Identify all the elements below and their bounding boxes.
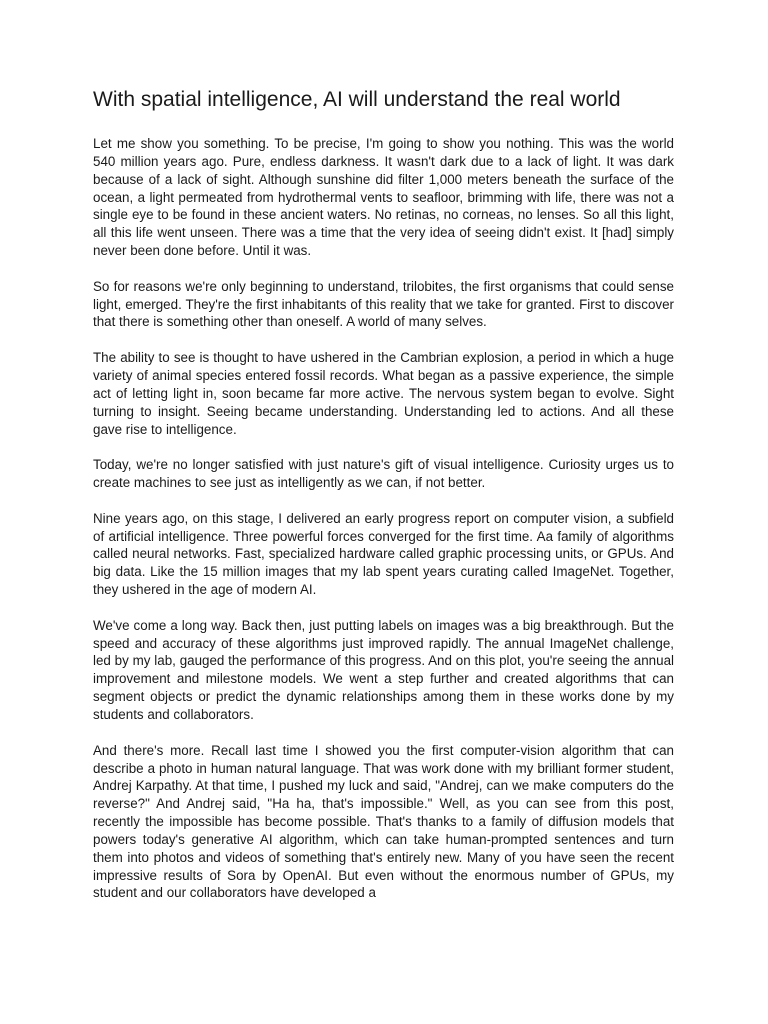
paragraph: Nine years ago, on this stage, I delivered an early progress report on computer vision, a subfield of artificial intelligence. Three powerful forces converged for the first time. Aa family of algorithms called neural networks. Fast, specialized hardware called graphic processing units, or GPUs. And big data. Like the 15 million images that my lab spent years curating called ImageNet. Together, they ushered in the age of modern AI. <box>93 510 674 598</box>
paragraph: Let me show you something. To be precise, I'm going to show you nothing. This was the world 540 million years ago. Pure, endless darkness. It wasn't dark due to a lack of light. It was dark because of a lack of sight. Although sunshine did filter 1,000 meters beneath the surface of the ocean, a light permeated from hydrothermal vents to seafloor, brimming with life, there was not a single eye to be found in these ancient waters. No retinas, no corneas, no lenses. So all this light, all this life went unseen. There was a time that the very idea of seeing didn't exist. It [had] simply never been done before. Until it was. <box>93 136 674 259</box>
document-title: With spatial intelligence, AI will understand the real world <box>93 88 621 111</box>
paragraph: And there's more. Recall last time I showed you the first computer-vision algorithm that can describe a photo in human natural language. That was work done with my brilliant former student, Andrej Karpathy. At that time, I pushed my luck and said, "Andrej, can we make computers do the reverse?" And Andrej said, "Ha ha, that's impossible." Well, as you can see from this post, recently the impossible has become possible. That's thanks to a family of diffusion models that powers today's generative AI algorithm, which can take human-prompted sentences and turn them into photos and videos of something that's entirely new. Many of you have seen the recent impressive results of Sora by OpenAI. But even without the enormous number of GPUs, my student and our collaborators have developed a <box>93 742 674 901</box>
paragraph: The ability to see is thought to have ushered in the Cambrian explosion, a period in which a huge variety of animal species entered fossil records. What began as a passive experience, the simple act of letting light in, soon became far more active. The nervous system began to evolve. Sight turning to insight. Seeing became understanding. Understanding led to actions. And all these gave rise to intelligence. <box>93 350 674 437</box>
paragraph: So for reasons we're only beginning to understand, trilobites, the first organisms that could sense light, emerged. They're the first inhabitants of this reality that we take for granted. First to discover that there is something other than oneself. A world of many selves. <box>93 278 674 330</box>
document-body <box>93 135 674 920</box>
paragraph: We've come a long way. Back then, just putting labels on images was a big breakthrough. But the speed and accuracy of these algorithms just improved rapidly. The annual ImageNet challenge, led by my lab, gauged the performance of this progress. And on this plot, you're seeing the annual improvement and milestone models. We went a step further and created algorithms that can segment objects or predict the dynamic relationships among them in these works done by my students and collaborators. <box>93 617 674 722</box>
paragraph: Today, we're no longer satisfied with just nature's gift of visual intelligence. Curiosity urges us to create machines to see just as intelligently as we can, if not better. <box>93 457 674 491</box>
